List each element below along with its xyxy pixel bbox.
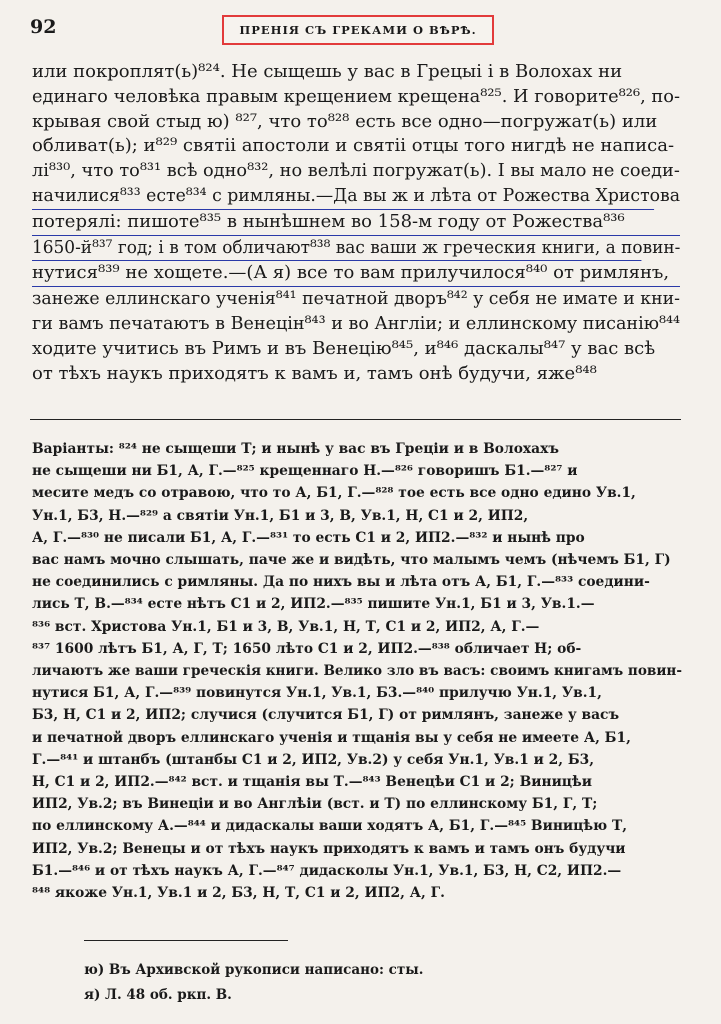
main-text-line: занеже еллинскаго ученія⁸⁴¹ печатной дворъ⁸⁴² у себя не имате и кни- (32, 288, 680, 310)
variants-line: ИП2, Ув.2; въ Винеціи и во Англѣіи (вст. и Т) по еллинскому Б1, Г, Т; (32, 796, 598, 813)
main-text-line-underlined: начилися⁸³³ есте⁸³⁴ с римляны.—Да вы ж и лѣта от Рожества Христова (32, 184, 654, 210)
footnotes (84, 958, 644, 1008)
variants-line: Г.—⁸⁴¹ и штанбъ (штанбы С1 и 2, ИП2, Ув.2) у себя Ун.1, Ув.1 и 2, Б3, (32, 751, 595, 768)
main-text-block (32, 60, 680, 386)
variants-line: Варіанты: ⁸²⁴ не сыщеши Т; и нынѣ у вас въ Греціи и в Волохахъ (32, 441, 559, 457)
section-divider (30, 419, 681, 420)
variants-line: ИП2, Ув.2; Венецы и от тѣхъ наукъ приходятъ к вамъ и тамъ онъ будучи (32, 840, 626, 857)
variants-line: Н, С1 и 2, ИП2.—⁸⁴² вст. и тщанія вы Т.—⁸⁴³ Венецѣи С1 и 2; Виницѣи (32, 774, 592, 791)
footnote-line: ю) Въ Архивской рукописи написано: сты. (84, 962, 424, 978)
main-text-line: крывая свой стыд ю) ⁸²⁷, что то⁸²⁸ есть все одно—погружат(ь) или (32, 110, 658, 132)
running-header: ПРЕНІЯ СЪ ГРЕКАМИ О ВѢРѢ. (239, 23, 477, 37)
main-text-line: или покроплят(ь)⁸²⁴. Не сыщешь у вас в Грецыі і в Волохах ни (32, 61, 623, 82)
main-text-line: обливат(ь); и⁸²⁹ святіі апостоли и святіі отцы того нигдѣ не написа- (32, 135, 675, 157)
main-text-line: единаго человѣка правым крещением крещена⁸²⁵. И говорите⁸²⁶, по- (32, 85, 681, 107)
variants-line: ⁸³⁶ вст. Христова Ун.1, Б1 и 3, В, Ув.1, Н, Т, С1 и 2, ИП2, А, Г.— (32, 618, 540, 635)
variants-line: и печатной дворъ еллинскаго ученія и тщанія вы у себя не имеете А, Б1, (32, 729, 631, 746)
main-text-line: лі⁸³⁰, что то⁸³¹ всѣ одно⁸³², но велѣлі погружат(ь). І вы мало не соеди- (32, 160, 680, 182)
main-text-line: ходите учитись въ Римъ и въ Венецію⁸⁴⁵, и⁸⁴⁶ даскалы⁸⁴⁷ у вас всѣ (32, 337, 656, 359)
variants-line: месите медъ со отравою, что то А, Б1, Г.—⁸²⁸ тое есть все одно едино Ув.1, (32, 485, 636, 502)
variants-line: Б1.—⁸⁴⁶ и от тѣхъ наукъ А, Г.—⁸⁴⁷ дидасколы Ун.1, Ув.1, Б3, Н, С2, ИП2.— (32, 862, 622, 879)
variants-line: личаютъ же ваши греческія книги. Велико зло въ васъ: своимъ книгамъ повин- (32, 663, 683, 680)
variants-apparatus (32, 438, 682, 904)
footnote-line: я) Л. 48 об. ркп. В. (84, 987, 232, 1003)
page-number: 92 (30, 16, 57, 38)
variants-line: вас намъ мочно слышать, паче же и видѣть, что малымъ чемъ (нѣчемъ Б1, Г) (32, 552, 671, 569)
main-text-line: от тѣхъ наукъ приходятъ к вамъ и, тамъ онѣ будучи, яже⁸⁴⁸ (32, 362, 597, 384)
main-text-line-underlined: потерялі: пишоте⁸³⁵ в нынѣшнем во 158-м году от Рожества⁸³⁶ (32, 210, 680, 236)
variants-line: не соединились с римляны. Да по нихъ вы и лѣта отъ А, Б1, Г.—⁸³³ соедини- (32, 574, 650, 591)
variants-line: по еллинскому А.—⁸⁴⁴ и дидаскалы ваши ходятъ А, Б1, Г.—⁸⁴⁵ Виницѣю Т, (32, 818, 628, 835)
variants-line: Ун.1, Б3, Н.—⁸²⁹ а святіи Ун.1, Б1 и 3, В, Ув.1, Н, С1 и 2, ИП2, (32, 507, 529, 524)
main-text-line: ги вамъ печатаютъ в Венецін⁸⁴³ и во Англіи; и еллинскому писанію⁸⁴⁴ (32, 312, 681, 334)
variants-line: А, Г.—⁸³⁰ не писали Б1, А, Г.—⁸³¹ то есть С1 и 2, ИП2.—⁸³² и нынѣ про (32, 529, 585, 546)
variants-line: Б3, Н, С1 и 2, ИП2; случися (случится Б1, Г) от римлянъ, занеже у васъ (32, 707, 620, 724)
variants-line: нутися Б1, А, Г.—⁸³⁹ повинутся Ун.1, Ув.1, Б3.—⁸⁴⁰ прилучю Ун.1, Ув.1, (32, 685, 602, 702)
variants-line: лись Т, В.—⁸³⁴ есте нѣтъ С1 и 2, ИП2.—⁸³⁵ пишите Ун.1, Б1 и 3, Ув.1.— (32, 596, 595, 613)
variants-line: ⁸⁴⁸ якоже Ун.1, Ув.1 и 2, Б3, Н, Т, С1 и 2, ИП2, А, Г. (32, 885, 445, 902)
running-header-highlight[interactable] (222, 15, 494, 45)
variants-line: ⁸³⁷ 1600 лѣтъ Б1, А, Г, Т; 1650 лѣто С1 и 2, ИП2.—⁸³⁸ обличает Н; об- (32, 640, 582, 657)
main-text-line-underlined: нутися⁸³⁹ не хощете.—(А я) все то вам прилучилося⁸⁴⁰ от римлянъ, (32, 261, 680, 287)
variants-line: не сыщеши ни Б1, А, Г.—⁸²⁵ крещеннаго Н.—⁸²⁶ говоришъ Б1.—⁸²⁷ и (32, 463, 578, 480)
main-text-line-underlined: 1650-й⁸³⁷ год; і в том обличают⁸³⁸ вас ваши ж греческия книги, а повин- (32, 236, 641, 262)
footnote-divider (84, 940, 288, 941)
